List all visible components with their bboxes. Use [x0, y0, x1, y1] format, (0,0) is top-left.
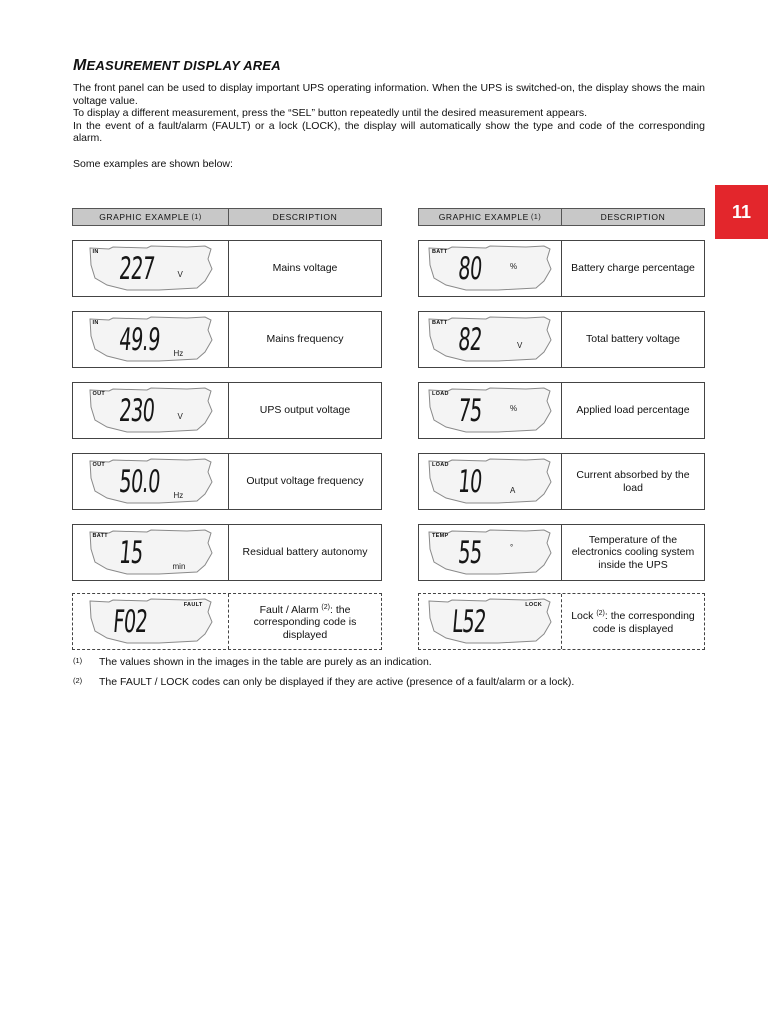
intro-paragraph-2: To display a different measurement, press the “SEL” button repeatedly until the desired measurement appears.: [73, 107, 588, 120]
lcd-value: 80: [456, 251, 484, 287]
description-cell: [562, 525, 704, 580]
description-tail: : the corresponding code is displayed: [253, 603, 357, 641]
table-row: [72, 382, 382, 439]
graphic-example-cell: [419, 312, 562, 367]
table-row: [418, 524, 705, 581]
description-text: [237, 602, 373, 642]
description-text: Battery charge percentage: [571, 262, 695, 275]
lcd-display: [87, 387, 215, 434]
intro-paragraph-3: In the event of a fault/alarm (FAULT) or a lock (LOCK), the display will automatically show the type and code of the corresponding alarm.: [73, 119, 705, 145]
lcd-value: 15: [117, 535, 144, 571]
intro-paragraph-1: The front panel can be used to display important UPS operating information. When the UPS is switched-on, the display shows the main voltage value.: [73, 82, 705, 107]
table-row: [418, 593, 705, 650]
description-text: Current absorbed by the load: [576, 469, 690, 494]
table-row: [418, 382, 705, 439]
lcd-mode-label: BATT: [432, 320, 448, 326]
table-header: [418, 208, 705, 226]
header-description: DESCRIPTION: [600, 212, 666, 222]
lcd-display: [87, 598, 215, 645]
description-note: (2): [596, 610, 605, 617]
graphic-example-cell: [73, 383, 229, 438]
description-cell: [562, 312, 704, 367]
intro-paragraph-4: Some examples are shown below:: [73, 157, 233, 170]
description-cell: [562, 383, 704, 438]
description-tail: : the corresponding code is displayed: [592, 610, 695, 635]
lcd-unit: %: [510, 262, 518, 271]
heading-rest: EASUREMENT DISPLAY AREA: [86, 58, 281, 73]
lcd-display: [426, 316, 554, 363]
description-text: Output voltage frequency: [246, 475, 364, 488]
lcd-unit: Hz: [173, 491, 184, 500]
table-header: [72, 208, 382, 226]
table-row: [72, 240, 382, 297]
description-text: Mains frequency: [266, 333, 344, 346]
graphic-example-cell: [419, 241, 562, 296]
lcd-display: [87, 529, 215, 576]
footnote-number: (1): [73, 656, 83, 665]
header-description: DESCRIPTION: [272, 212, 338, 222]
description-text: [570, 608, 696, 635]
lcd-value: 55: [456, 535, 484, 571]
chapter-tab: 11: [715, 185, 768, 239]
footnote-number: (2): [73, 676, 83, 685]
lcd-unit: A: [510, 486, 516, 495]
lcd-value: F02: [111, 604, 149, 640]
description-text: Residual battery autonomy: [242, 546, 368, 559]
header-graphic-label: GRAPHIC EXAMPLE: [438, 212, 529, 222]
lcd-display: [426, 387, 554, 434]
lcd-display: [426, 598, 554, 645]
lcd-value: L52: [450, 604, 488, 640]
left-rows: [72, 240, 382, 650]
graphic-example-cell: [73, 241, 229, 296]
right-table: [418, 208, 705, 650]
lcd-display: [87, 316, 215, 363]
lcd-mode-label: BATT: [432, 249, 448, 255]
lcd-value: 50.0: [117, 464, 161, 500]
table-row: [418, 311, 705, 368]
table-row: [418, 453, 705, 510]
intro-text: [73, 82, 705, 171]
description-text: UPS output voltage: [259, 404, 351, 417]
description-note: (2): [321, 603, 330, 611]
lcd-value: 10: [456, 464, 484, 500]
header-note: (1): [191, 213, 202, 221]
lcd-display: [426, 458, 554, 505]
graphic-example-cell: [419, 594, 562, 649]
description-text: Total battery voltage: [586, 333, 680, 346]
footnote: [73, 656, 713, 668]
lcd-display: [426, 245, 554, 292]
footnote: [73, 676, 713, 688]
description-cell: [562, 454, 704, 509]
lcd-unit: °: [510, 543, 514, 552]
lcd-value: 230: [117, 393, 156, 429]
graphic-example-cell: [73, 312, 229, 367]
table-row: [72, 311, 382, 368]
footnote-text: The values shown in the images in the table are purely as an indication.: [99, 656, 432, 668]
lcd-mode-label: LOAD: [432, 462, 449, 468]
header-note: (1): [530, 213, 542, 221]
table-row: [72, 453, 382, 510]
table-row: [72, 524, 382, 581]
lcd-display: [426, 529, 554, 576]
lcd-unit: V: [517, 341, 523, 350]
lcd-unit: V: [177, 412, 183, 421]
graphic-example-cell: [419, 383, 562, 438]
description-cell: [229, 383, 381, 438]
lcd-unit: min: [172, 562, 186, 571]
lcd-value: 227: [117, 251, 156, 287]
lcd-unit: %: [510, 404, 518, 413]
description-lead: Fault / Alarm: [259, 603, 319, 616]
lcd-mode-label: TEMP: [432, 533, 449, 539]
lcd-value: 75: [456, 393, 484, 429]
description-cell: [562, 241, 704, 296]
description-text: Applied load percentage: [576, 404, 690, 417]
header-graphic-example: [419, 209, 562, 225]
description-cell: [229, 594, 381, 649]
lcd-mode-label: OUT: [92, 391, 106, 397]
lcd-mode-label: OUT: [92, 462, 106, 468]
lcd-mode-label: BATT: [92, 533, 108, 539]
description-text: Temperature of the electronics cooling system inside the UPS: [571, 533, 695, 571]
graphic-example-cell: [73, 454, 229, 509]
description-cell: [229, 454, 381, 509]
description-cell: [229, 525, 381, 580]
footnote-text: The FAULT / LOCK codes can only be displayed if they are active (presence of a fault/alarm or a lock).: [99, 676, 575, 688]
lcd-display: [87, 245, 215, 292]
lcd-unit: Hz: [173, 349, 184, 358]
description-cell: [229, 312, 381, 367]
right-rows: [418, 240, 705, 650]
graphic-example-cell: [73, 594, 229, 649]
left-table: [72, 208, 382, 650]
description-cell: [229, 241, 381, 296]
graphic-example-cell: [419, 454, 562, 509]
description-cell: [562, 594, 704, 649]
lcd-value: 82: [456, 322, 484, 358]
lcd-unit: V: [177, 270, 183, 279]
lcd-mode-label: LOAD: [432, 391, 449, 397]
lcd-mode-label: IN: [92, 320, 99, 326]
header-graphic-example: [73, 209, 229, 225]
lcd-mode-label: FAULT: [183, 602, 203, 608]
footnotes: [73, 656, 713, 696]
section-heading: [73, 57, 281, 75]
table-row: [418, 240, 705, 297]
heading-initial: M: [73, 57, 87, 74]
graphic-example-cell: [73, 525, 229, 580]
table-row: [72, 593, 382, 650]
lcd-mode-label: IN: [92, 249, 99, 255]
description-text: Mains voltage: [272, 262, 338, 275]
lcd-display: [87, 458, 215, 505]
lcd-value: 49.9: [117, 322, 161, 358]
lcd-mode-label: LOCK: [525, 602, 542, 608]
header-graphic-label: GRAPHIC EXAMPLE: [99, 212, 190, 222]
graphic-example-cell: [419, 525, 562, 580]
description-lead: Lock: [571, 610, 594, 622]
